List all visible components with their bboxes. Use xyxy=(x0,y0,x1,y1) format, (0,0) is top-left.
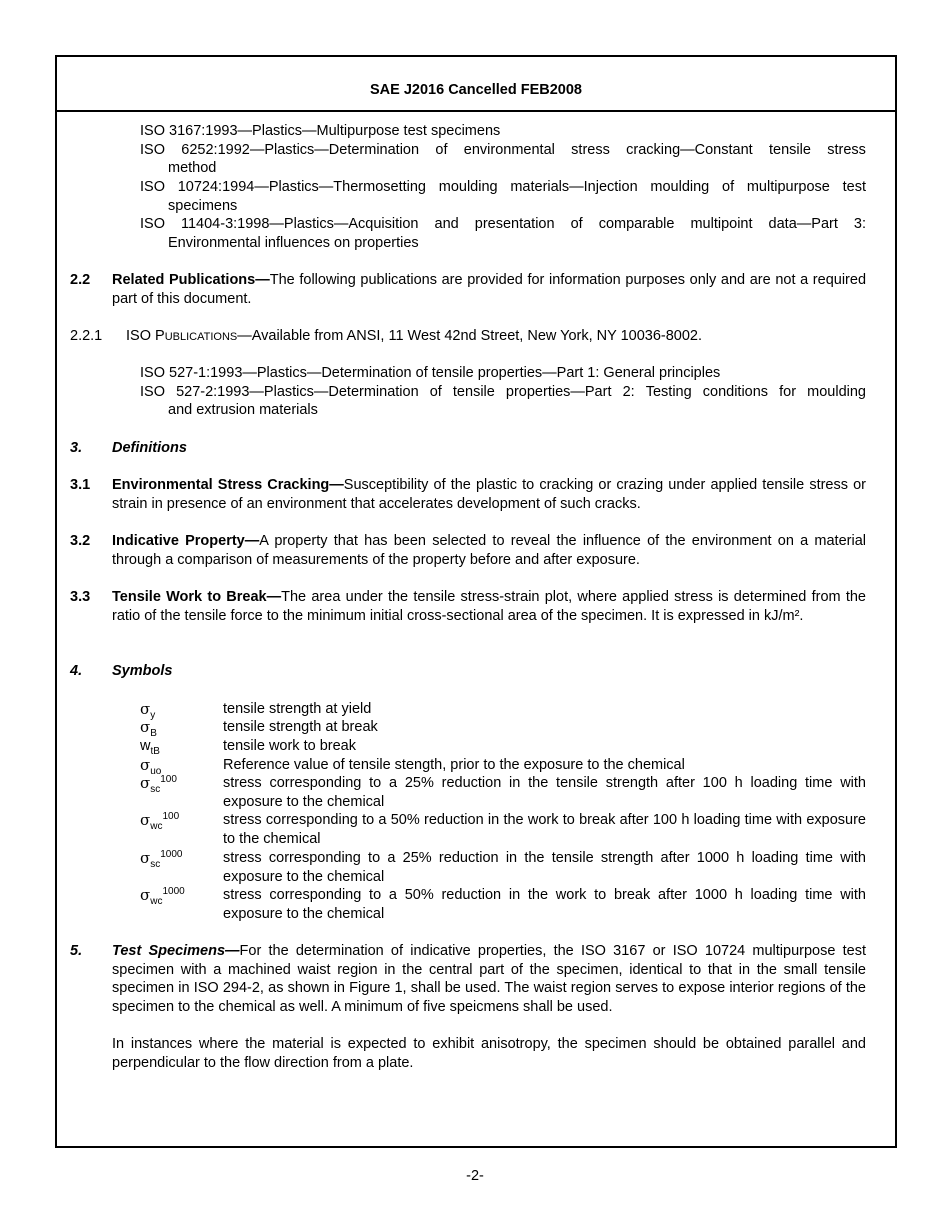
reference-line: ISO 10724:1994—Plastics—Thermosetting moulding materials—Injection moulding of multipurpose test xyxy=(140,179,866,195)
section-number: 3.2 xyxy=(70,533,91,549)
section-title: ISO PUBLICATIONS xyxy=(126,328,238,344)
symbol: $\sigma_{sc}^{1000}$ xyxy=(140,849,183,870)
document-title: SAE J2016 Cancelled FEB2008 xyxy=(370,82,582,98)
section-number: 3. xyxy=(70,440,83,456)
symbol-description: Reference value of tensile stength, prior to the exposure to the chemical xyxy=(223,757,685,773)
section-2-2-1 xyxy=(126,327,702,346)
reference-line: ISO 6252:1992—Plastics—Determination of environmental stress cracking—Constant tensile stress xyxy=(140,142,866,158)
reference-line: ISO 527-2:1993—Plastics—Determination of tensile properties—Part 2: Testing conditions for moulding xyxy=(140,384,866,400)
symbol: $w_{tB}$ xyxy=(140,738,160,757)
reference-line: method xyxy=(168,160,217,176)
section-text: For the determination of indicative properties, the ISO 3167 or ISO 10724 multipurpose test specimen with a machined waist region in the central part of the specimen, identical to that in the small tensile specimen in ISO 294-2, as shown in Figure 1, shall be used. The waist region serves to expose interior regions of the specimen to the chemical as well. A minimum of five speicmens shall be used. xyxy=(112,943,866,1015)
reference-line: specimens xyxy=(168,198,238,214)
section-number: 3.1 xyxy=(70,477,91,493)
section-number: 3.3 xyxy=(70,589,91,605)
section-5-test-specimens xyxy=(112,942,866,1016)
reference-iso-527-1: ISO 527-1:1993—Plastics—Determination of tensile properties—Part 1: General principles xyxy=(140,365,721,381)
section-text: The following publications are provided for information purposes only and are not a required part of this document. xyxy=(112,272,867,307)
definition-term: Tensile Work to Break— xyxy=(112,589,282,605)
definition-3-2 xyxy=(112,532,866,569)
definition-text: Susceptibility of the plastic to cracking or crazing under applied tensile stress or strain in presence of an environment that accelerates development of such cracks. xyxy=(112,477,866,512)
symbol: $\sigma_B$ xyxy=(140,718,157,739)
section-title: Related Publications— xyxy=(112,272,270,288)
definition-term: Indicative Property— xyxy=(112,533,260,549)
symbol: $\sigma_{uo}$ xyxy=(140,756,162,777)
section-text: —Available from ANSI, 11 West 42nd Street, New York, NY 10036-8002. xyxy=(237,328,703,344)
definition-term: Environmental Stress Cracking— xyxy=(112,477,344,493)
symbol-description: stress corresponding to a 25% reduction in the tensile strength after 100 h loading time with exposure to the chemical xyxy=(223,775,866,810)
symbol: $\sigma_{wc}^{100}$ xyxy=(140,811,180,832)
definition-3-1 xyxy=(112,476,866,513)
page-number: -2- xyxy=(466,1168,484,1184)
section-5-paragraph-2: In instances where the material is expected to exhibit anisotropy, the specimen should be obtained parallel and perpendicular to the flow direction from a plate. xyxy=(112,1036,866,1071)
section-number: 2.2.1 xyxy=(70,328,103,344)
section-number: 5. xyxy=(70,943,83,959)
symbol-description: stress corresponding to a 50% reduction in the work to break after 100 h loading time with exposure to the chemical xyxy=(223,812,866,847)
section-number: 2.2 xyxy=(70,272,91,288)
symbol-description: tensile work to break xyxy=(223,738,356,754)
symbol-description: tensile strength at break xyxy=(223,719,378,735)
symbol-description: stress corresponding to a 50% reduction in the work to break after 1000 h loading time with exposure to the chemical xyxy=(223,887,866,922)
definition-text: A property that has been selected to reveal the influence of the environment on a material through a comparison of measurements of the property before and after exposure. xyxy=(112,533,866,568)
symbol: $\sigma_y$ xyxy=(140,700,156,721)
section-title-symbols: Symbols xyxy=(112,663,173,679)
reference-line: and extrusion materials xyxy=(168,402,318,418)
section-number: 4. xyxy=(70,663,83,679)
reference-line: Environmental influences on properties xyxy=(168,235,419,251)
symbol: $\sigma_{wc}^{1000}$ xyxy=(140,886,185,907)
symbol-description: stress corresponding to a 25% reduction in the tensile strength after 1000 h loading time with exposure to the chemical xyxy=(223,850,866,885)
reference-line: ISO 11404-3:1998—Plastics—Acquisition and presentation of comparable multipoint data—Part 3: xyxy=(140,216,866,232)
symbol: $\sigma_{sc}^{100}$ xyxy=(140,774,177,795)
section-title-definitions: Definitions xyxy=(112,440,187,456)
symbol-description: tensile strength at yield xyxy=(223,701,372,717)
reference-iso-3167: ISO 3167:1993—Plastics—Multipurpose test specimens xyxy=(140,123,501,139)
section-title: Test Specimens— xyxy=(112,943,240,959)
definition-3-3 xyxy=(112,588,866,625)
section-2-2 xyxy=(112,271,866,308)
definition-text: The area under the tensile stress-strain plot, where applied stress is determined from the ratio of the tensile force to the minimum initial cross-sectional area of the specimen. It is expressed in kJ/m². xyxy=(112,589,866,624)
